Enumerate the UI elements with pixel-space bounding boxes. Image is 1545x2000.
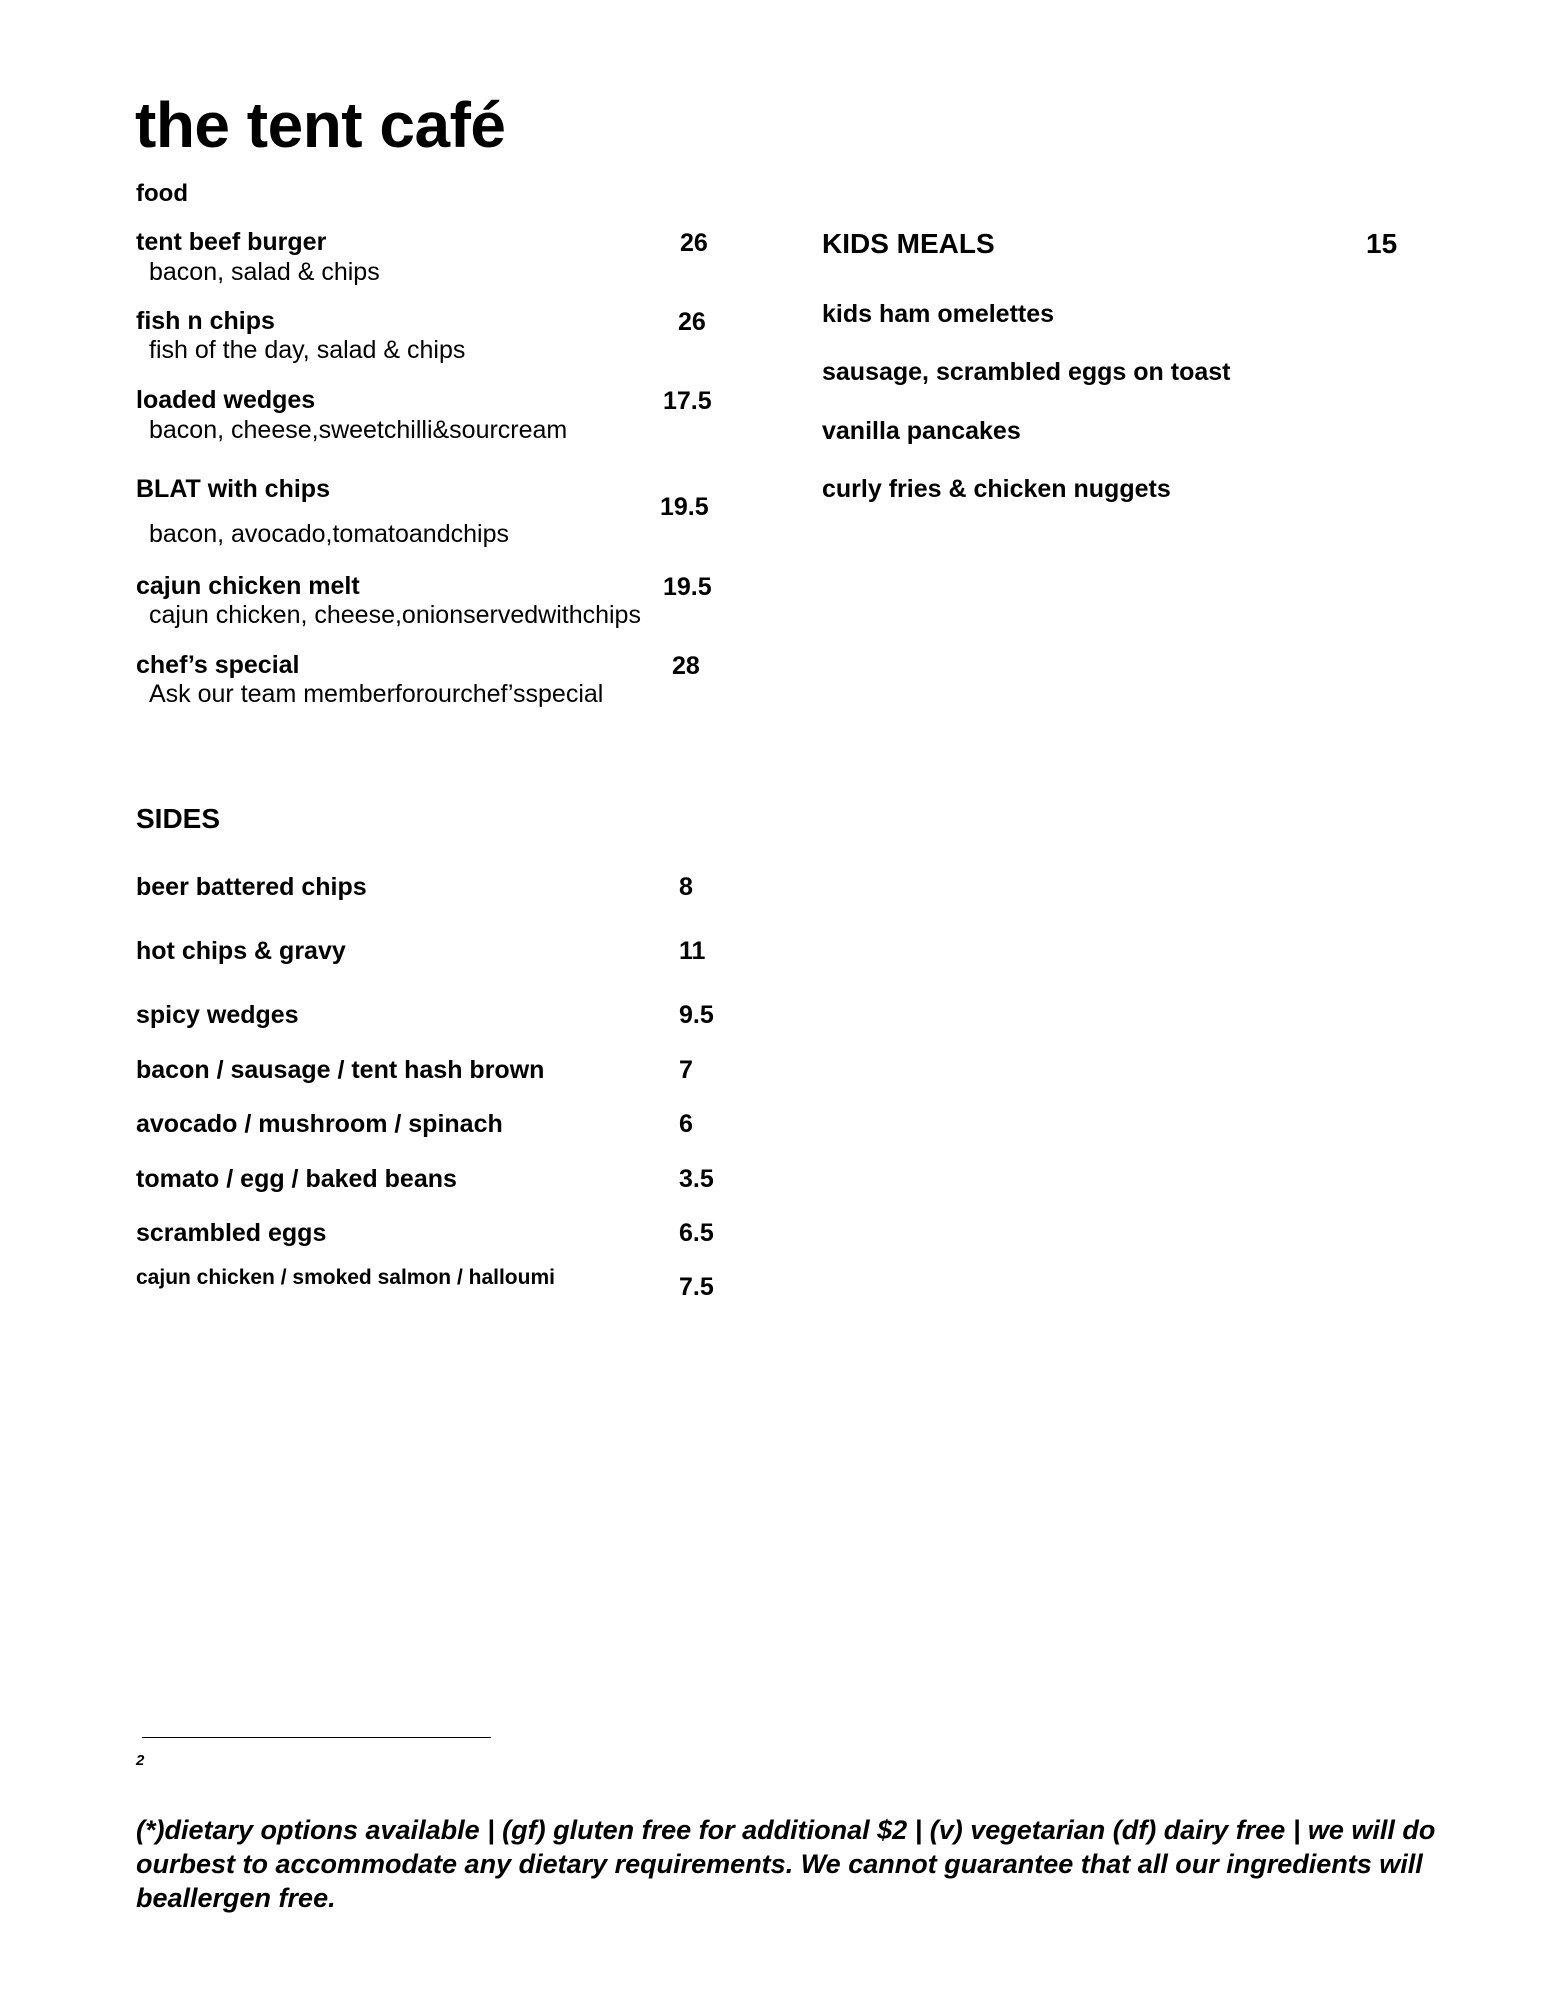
- kids-meals-heading: KIDS MEALS: [822, 228, 995, 259]
- kids-meals-price: 15: [1366, 228, 1398, 259]
- menu-item-name: tent beef burger: [136, 228, 327, 256]
- side-item-price: 9.5: [679, 1001, 714, 1029]
- side-item-name: avocado / mushroom / spinach: [136, 1110, 503, 1138]
- side-item-price: 8: [679, 873, 693, 901]
- side-item-name: spicy wedges: [136, 1001, 299, 1029]
- menu-item-name: BLAT with chips: [136, 475, 330, 503]
- menu-item-name: loaded wedges: [136, 386, 316, 414]
- side-item-name: tomato / egg / baked beans: [136, 1165, 457, 1193]
- kids-meal-item: vanilla pancakes: [822, 417, 1021, 445]
- menu-item-price: 26: [680, 229, 708, 257]
- menu-item-price: 28: [672, 652, 700, 680]
- page-title: the tent café: [135, 89, 506, 161]
- footnote-number: 2: [136, 1752, 145, 1769]
- kids-meal-item: kids ham omelettes: [822, 300, 1055, 328]
- menu-item-description: fish of the day, salad & chips: [149, 336, 466, 364]
- side-item-name: hot chips & gravy: [136, 937, 346, 965]
- menu-item-description: Ask our team memberforourchef’sspecial: [149, 680, 604, 708]
- side-item-name: beer battered chips: [136, 873, 367, 901]
- menu-item-name: cajun chicken melt: [136, 572, 360, 600]
- section-label-food: food: [136, 180, 188, 207]
- side-item-name: bacon / sausage / tent hash brown: [136, 1056, 545, 1084]
- side-item-name: scrambled eggs: [136, 1219, 327, 1247]
- side-item-price: 6.5: [679, 1219, 714, 1247]
- menu-item-price: 17.5: [663, 387, 712, 415]
- menu-item-price: 26: [678, 308, 706, 336]
- footnote-divider: [142, 1737, 491, 1738]
- side-item-name: cajun chicken / smoked salmon / halloumi: [136, 1266, 555, 1289]
- menu-item-description: bacon, salad & chips: [149, 258, 380, 286]
- kids-meal-item: curly fries & chicken nuggets: [822, 475, 1171, 503]
- dietary-disclaimer: (*)dietary options available | (gf) gluten free for additional $2 | (v) vegetarian (df) dairy free | we will do ourbest to accommodate any dietary requirements. We cannot guarantee that all our ingredients will beallergen free.: [136, 1815, 1436, 1913]
- menu-item-description: cajun chicken, cheese,onionservedwithchips: [149, 601, 641, 629]
- menu-item-description: bacon, cheese,sweetchilli&sourcream: [149, 416, 568, 444]
- menu-item-name: chef’s special: [136, 651, 300, 679]
- kids-meal-item: sausage, scrambled eggs on toast: [822, 358, 1231, 386]
- side-item-price: 11: [679, 937, 706, 965]
- side-item-price: 6: [679, 1110, 693, 1138]
- menu-item-name: fish n chips: [136, 307, 275, 335]
- menu-item-price: 19.5: [663, 573, 712, 601]
- sides-heading: SIDES: [136, 803, 221, 834]
- menu-item-price: 19.5: [660, 493, 709, 521]
- menu-item-description: bacon, avocado,tomatoandchips: [149, 520, 509, 548]
- side-item-price: 3.5: [679, 1165, 714, 1193]
- side-item-price: 7: [679, 1056, 693, 1084]
- side-item-price: 7.5: [679, 1273, 714, 1301]
